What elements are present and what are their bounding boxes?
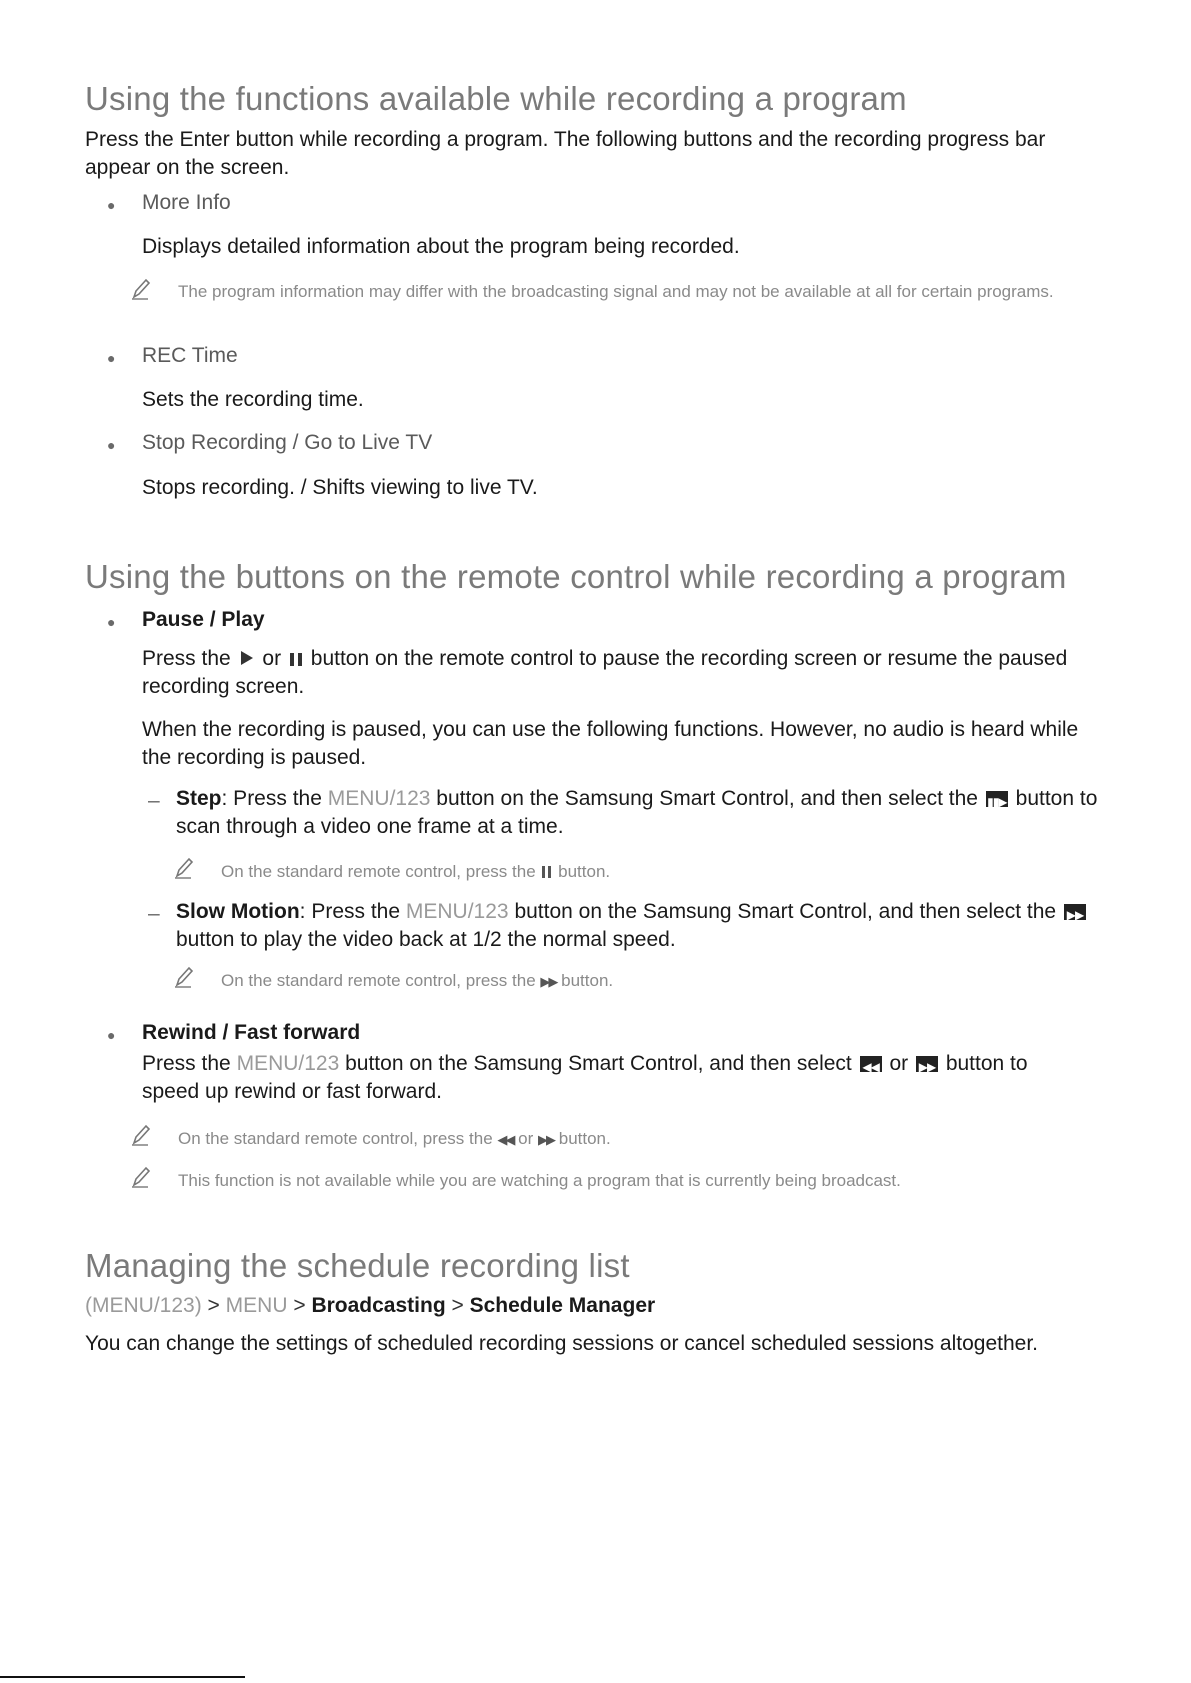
rewind-paragraph-line1: Press the MENU/123 button on the Samsung Smart Control, and then select ◀◀ or ▶▶ button to bbox=[142, 1052, 1028, 1075]
breadcrumb bbox=[85, 1294, 655, 1318]
pencil-icon bbox=[130, 1165, 152, 1194]
bullet-dot: ● bbox=[107, 197, 116, 213]
slow-motion-icon: ▶▶ bbox=[1064, 904, 1086, 920]
fast-forward-icon: ▶▶ bbox=[538, 1132, 554, 1147]
slow-motion-paragraph: Slow Motion: Press the MENU/123 button on the Samsung Smart Control, and then select the ▶▶ button to play the video back at 1/2 the normal speed. bbox=[176, 898, 1116, 954]
breadcrumb-broadcasting[interactable]: Broadcasting bbox=[311, 1294, 446, 1317]
rewind-paragraph-line2: speed up rewind or fast forward. bbox=[142, 1080, 442, 1103]
pause-icon bbox=[290, 653, 302, 666]
pause-icon bbox=[542, 866, 551, 878]
note-not-available: This function is not available while you are watching a program that is currently being broadcast. bbox=[178, 1171, 901, 1190]
intro-paragraph: Press the Enter button while recording a program. The following buttons and the recording progress bar appear on the screen. bbox=[85, 128, 1046, 179]
item-title-rewind-ff: Rewind / Fast forward bbox=[142, 1021, 361, 1044]
breadcrumb-menu[interactable]: MENU bbox=[225, 1294, 288, 1317]
step-frame-icon: ▮▮▶ bbox=[986, 791, 1008, 807]
step-paragraph: Step: Press the MENU/123 button on the Samsung Smart Control, and then select the ▮▮▶ button to scan through a video one frame at a time. bbox=[176, 787, 1098, 838]
rewind-icon: ◀◀ bbox=[497, 1132, 514, 1147]
bullet-dot: ● bbox=[107, 437, 116, 453]
pencil-icon bbox=[173, 856, 195, 885]
pencil-icon bbox=[173, 965, 195, 994]
item-title-stop-recording: Stop Recording / Go to Live TV bbox=[142, 431, 433, 454]
item-title-more-info: More Info bbox=[142, 191, 231, 214]
breadcrumb-schedule-manager[interactable]: Schedule Manager bbox=[469, 1294, 656, 1317]
schedule-list-description: You can change the settings of scheduled recording sessions or cancel scheduled sessions altogether. bbox=[85, 1332, 1039, 1355]
pause-paragraph-2: When the recording is paused, you can use the following functions. However, no audio is heard while the recording is paused. bbox=[142, 718, 1079, 769]
bullet-dot: ● bbox=[107, 350, 116, 366]
pause-paragraph-1: Press the or button on the remote control to pause the recording screen or resume the paused recording screen. bbox=[142, 647, 1068, 698]
dash-marker: – bbox=[148, 789, 160, 812]
breadcrumb-menu-123[interactable]: (MENU/123) bbox=[85, 1294, 202, 1317]
rewind-icon: ◀◀ bbox=[860, 1056, 882, 1072]
play-icon bbox=[241, 651, 253, 665]
note-rewind-remote: On the standard remote control, press the ◀◀ or ▶▶ button. bbox=[178, 1129, 611, 1148]
footer-rule bbox=[0, 1676, 245, 1678]
section-heading-remote-buttons: Using the buttons on the remote control while recording a program bbox=[85, 558, 1067, 595]
item-desc-more-info: Displays detailed information about the program being recorded. bbox=[142, 235, 740, 258]
pencil-icon bbox=[130, 1123, 152, 1152]
bullet-dot: ● bbox=[107, 1027, 116, 1043]
section-heading-schedule-list: Managing the schedule recording list bbox=[85, 1247, 630, 1284]
section-heading-recording-functions: Using the functions available while recording a program bbox=[85, 80, 907, 117]
item-title-rec-time: REC Time bbox=[142, 344, 238, 367]
item-title-pause-play: Pause / Play bbox=[142, 608, 265, 631]
dash-marker: – bbox=[148, 902, 160, 925]
note-step: On the standard remote control, press the button. bbox=[221, 862, 611, 881]
bullet-dot: ● bbox=[107, 614, 116, 630]
note-slow-motion: On the standard remote control, press the ▶▶ button. bbox=[221, 971, 614, 990]
pencil-icon bbox=[130, 277, 152, 306]
fast-forward-icon: ▶▶ bbox=[540, 974, 557, 989]
breadcrumb-separator: > bbox=[451, 1294, 464, 1317]
item-desc-stop-recording: Stops recording. / Shifts viewing to live TV. bbox=[142, 476, 538, 499]
breadcrumb-separator: > bbox=[207, 1294, 220, 1317]
fast-forward-icon: ▶▶ bbox=[916, 1056, 938, 1072]
item-desc-rec-time: Sets the recording time. bbox=[142, 388, 364, 411]
note-program-info: The program information may differ with the broadcasting signal and may not be available at all for certain programs. bbox=[178, 282, 1054, 301]
breadcrumb-separator: > bbox=[293, 1294, 306, 1317]
